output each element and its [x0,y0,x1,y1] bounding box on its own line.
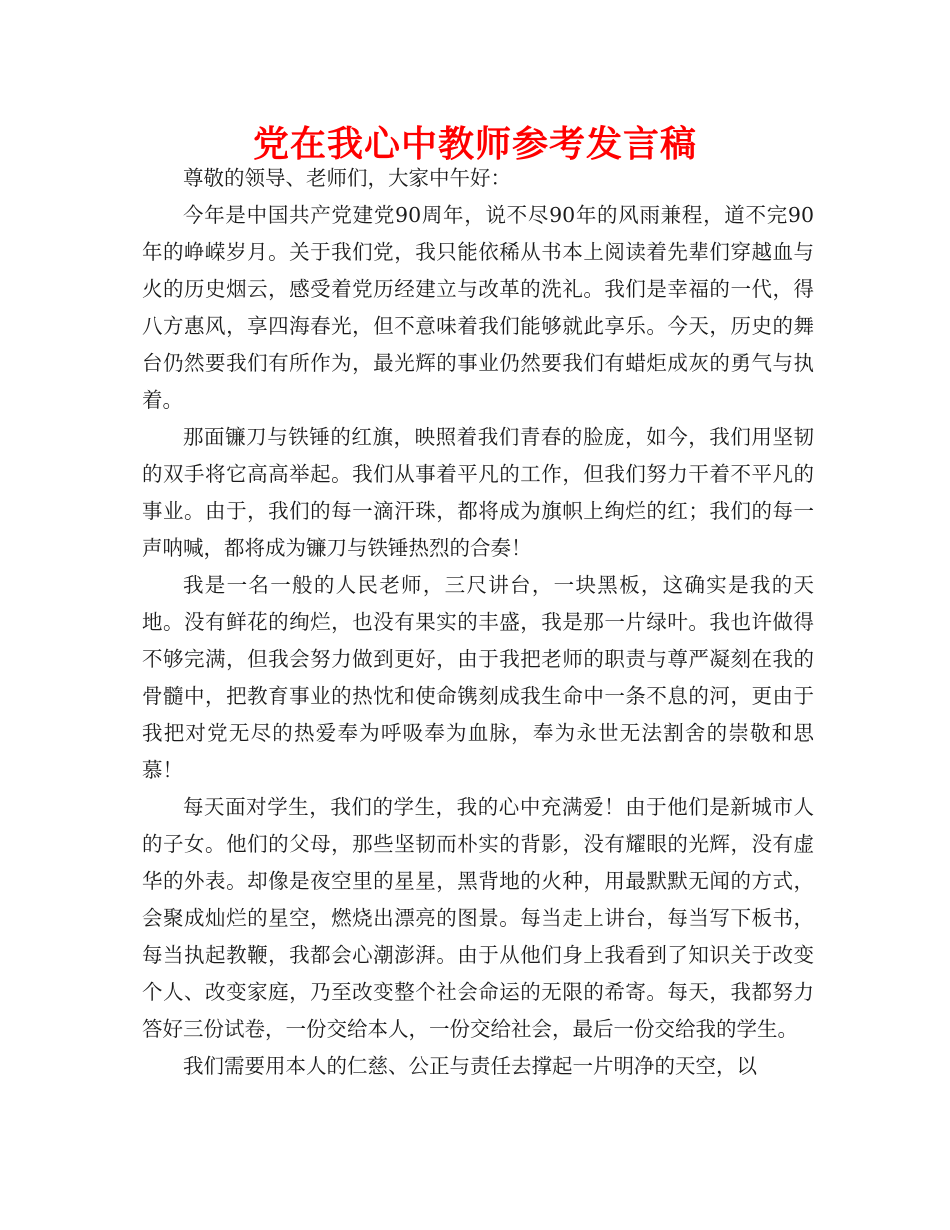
paragraph: 每天面对学生，我们的学生，我的心中充满爱！由于他们是新城市人的子女。他们的父母，那些坚韧而朴实的背影，没有耀眼的光辉，没有虚华的外表。却像是夜空里的星星，黑背地的火种，用最默默无闻的方式，会聚成灿烂的星空，燃烧出漂亮的图景。每当走上讲台，每当写下板书，每当执起教鞭，我都会心潮澎湃。由于从他们身上我看到了知识关于改变个人、改变家庭，乃至改变整个社会命运的无限的希寄。每天，我都努力答好三份试卷，一份交给本人，一份交给社会，最后一份交给我的学生。 [142,795,814,1041]
paragraph: 今年是中国共产党建党90周年，说不尽90年的风雨兼程，道不完90年的峥嵘岁月。关于我们党，我只能依稀从书本上阅读着先辈们穿越血与火的历史烟云，感受着党历经建立与改革的洗礼。我们是幸福的一代，得八方惠风，享四海春光，但不意味着我们能够就此享乐。今天，历史的舞台仍然要我们有所作为，最光辉的事业仍然要我们有蜡炬成灰的勇气与执着。 [142,203,814,412]
paragraph: 我们需要用本人的仁慈、公正与责任去撑起一片明净的天空，以 [183,1054,757,1078]
paragraph-greeting: 尊敬的领导、老师们，大家中午好： [183,166,511,190]
paragraph: 那面镰刀与铁锤的红旗，映照着我们青春的脸庞，如今，我们用坚韧的双手将它高高举起。我们从事着平凡的工作，但我们努力干着不平凡的事业。由于，我们的每一滴汗珠，都将成为旗帜上绚烂的红；我们的每一声呐喊，都将成为镰刀与铁锤热烈的合奏！ [142,425,814,560]
document-title: 党在我心中教师参考发言稿 [252,123,697,165]
document-body [142,160,814,1085]
paragraph: 我是一名一般的人民老师，三尺讲台，一块黑板，这确实是我的天地。没有鲜花的绚烂，也没有果实的丰盛，我是那一片绿叶。我也许做得不够完满，但我会努力做到更好，由于我把老师的职责与尊严凝刻在我的骨髓中，把教育事业的热忱和使命镌刻成我生命中一条不息的河，更由于我把对党无尽的热爱奉为呼吸奉为血脉，奉为永世无法割舍的崇敬和思慕！ [142,573,814,782]
